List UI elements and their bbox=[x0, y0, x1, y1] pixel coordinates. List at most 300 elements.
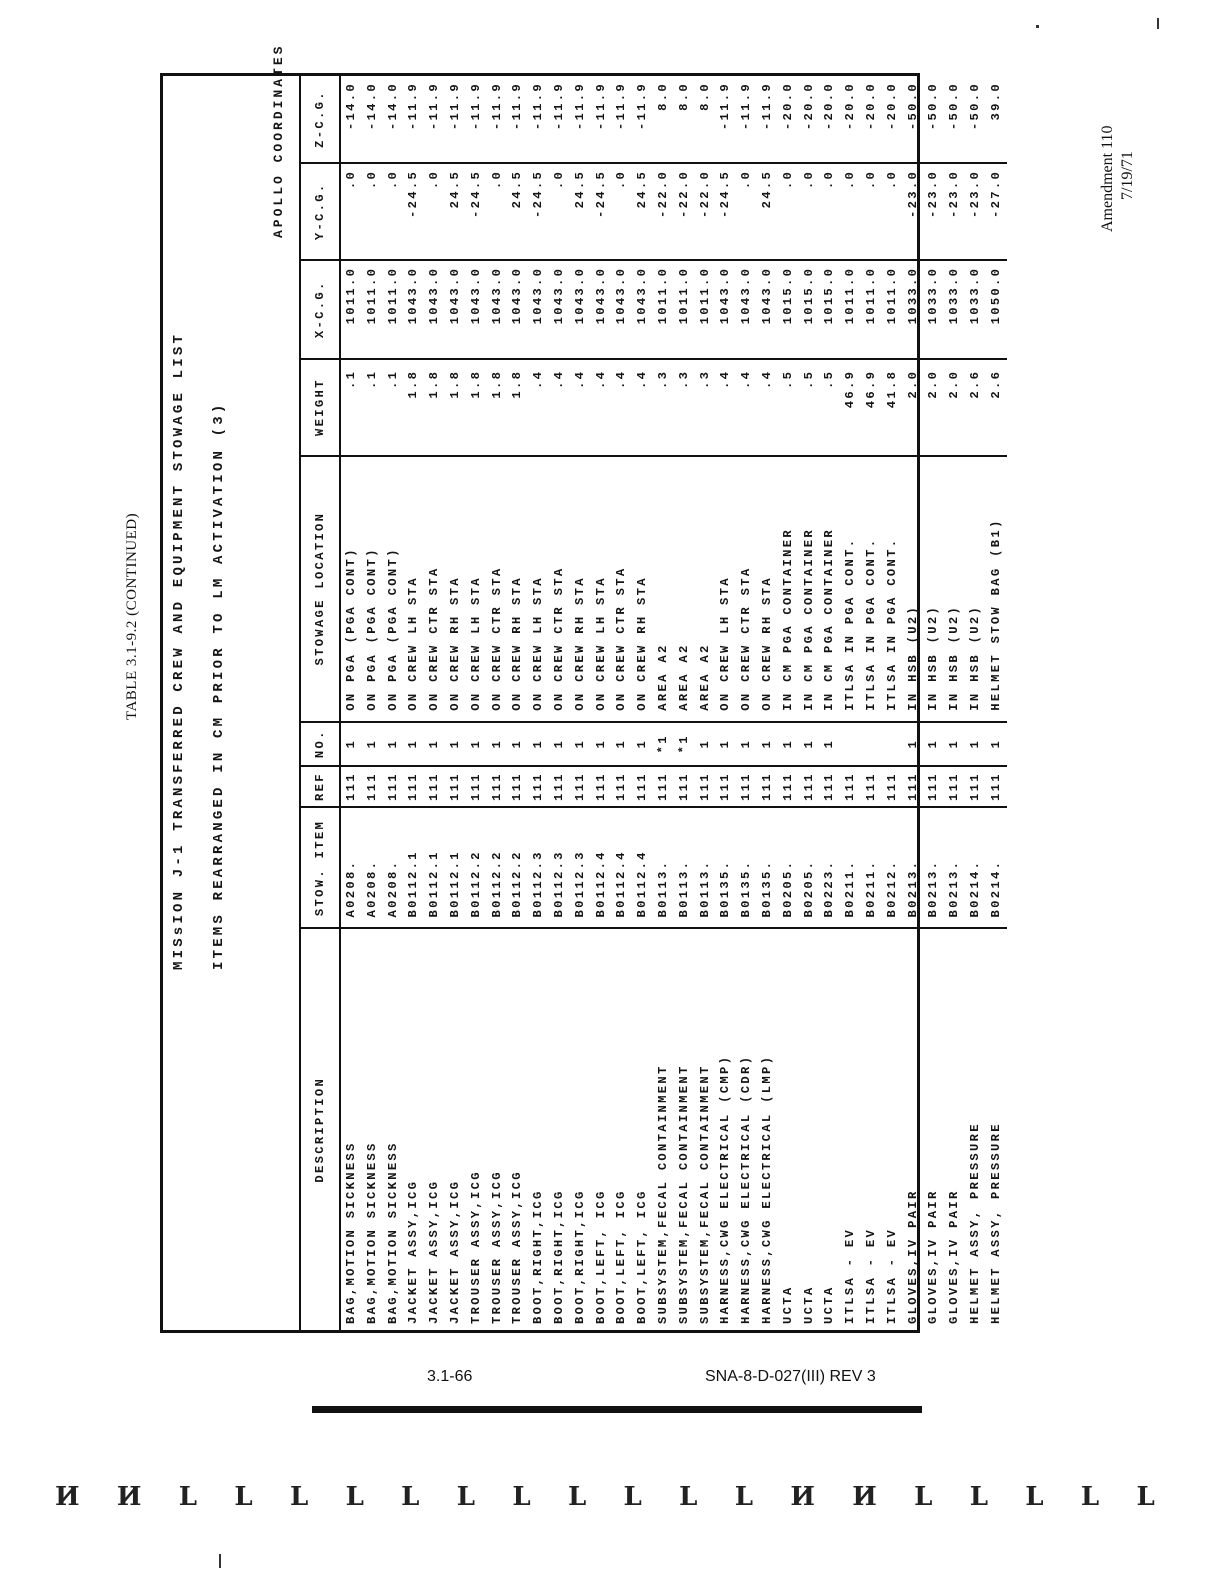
cell-no: 1 bbox=[466, 722, 487, 766]
cell-z-cg: -11.9 bbox=[611, 76, 632, 163]
cell-x-cg: 1011.0 bbox=[882, 260, 903, 359]
cell-weight: 1.8 bbox=[487, 359, 508, 456]
col-no: NO. bbox=[301, 722, 340, 766]
cell-stow-item: B0223. bbox=[819, 808, 840, 929]
cell-no: 1 bbox=[362, 722, 383, 766]
cell-y-cg: .0 bbox=[819, 163, 840, 260]
cell-stow-item: A0208. bbox=[383, 808, 404, 929]
cell-no: 1 bbox=[549, 722, 570, 766]
cell-stow-item: B0213. bbox=[944, 808, 965, 929]
edge-mark: L bbox=[1136, 1482, 1155, 1512]
cell-y-cg: -24.5 bbox=[715, 163, 736, 260]
cell-ref: 111 bbox=[507, 766, 528, 808]
cell-ref: 111 bbox=[466, 766, 487, 808]
cell-ref: 111 bbox=[674, 766, 695, 808]
cell-stowage-location: ITLSA IN PGA CONT. bbox=[861, 456, 882, 722]
cell-y-cg: .0 bbox=[340, 163, 362, 260]
edge-mark: L bbox=[234, 1482, 253, 1512]
cell-ref: 111 bbox=[819, 766, 840, 808]
cell-x-cg: 1043.0 bbox=[611, 260, 632, 359]
cell-description: BAG,MOTION SICKNESS bbox=[385, 1141, 400, 1324]
cell-z-cg: -11.9 bbox=[445, 76, 466, 163]
cell-y-cg: 24.5 bbox=[632, 163, 653, 260]
edge-mark: L bbox=[623, 1482, 642, 1512]
cell-description: JACKET ASSY,ICG bbox=[427, 1179, 442, 1324]
cell-z-cg: 8.0 bbox=[695, 76, 716, 163]
cell-ref: 111 bbox=[757, 766, 778, 808]
cell-z-cg: -20.0 bbox=[882, 76, 903, 163]
table-row bbox=[799, 76, 820, 1330]
cell-weight: .5 bbox=[799, 359, 820, 456]
cell-z-cg: -14.0 bbox=[362, 76, 383, 163]
cell-x-cg: 1043.0 bbox=[466, 260, 487, 359]
amendment-stamp bbox=[1098, 126, 1138, 233]
cell-stowage-location: ON CREW RH STA bbox=[757, 456, 778, 722]
edge-mark: L bbox=[345, 1482, 364, 1512]
table-title: MISsION J-1 TRANSFERRED CREW AND EQUIPMENT STOWAGE LIST bbox=[171, 331, 187, 970]
cell-stowage-location: IN CM PGA CONTAINER bbox=[778, 456, 799, 722]
cell-y-cg: .0 bbox=[882, 163, 903, 260]
cell-stowage-location: ITLSA IN PGA CONT. bbox=[840, 456, 861, 722]
table-row bbox=[528, 76, 549, 1330]
cell-no: 1 bbox=[778, 722, 799, 766]
cell-stowage-location: ON CREW CTR STA bbox=[736, 456, 757, 722]
cell-description: BOOT,RIGHT,ICG bbox=[531, 1189, 546, 1324]
cell-y-cg: -24.5 bbox=[591, 163, 612, 260]
cell-stow-item: B0112.3 bbox=[549, 808, 570, 929]
table-row bbox=[632, 76, 653, 1330]
cell-no: 1 bbox=[487, 722, 508, 766]
cell-description: ITLSA - EV bbox=[884, 1227, 899, 1324]
cell-z-cg: 8.0 bbox=[653, 76, 674, 163]
cell-z-cg: -20.0 bbox=[840, 76, 861, 163]
cell-y-cg: -24.5 bbox=[528, 163, 549, 260]
cell-y-cg: -23.0 bbox=[903, 163, 924, 260]
table-row bbox=[923, 76, 944, 1330]
cell-no: 1 bbox=[986, 722, 1007, 766]
cell-weight: .5 bbox=[778, 359, 799, 456]
cell-stow-item: B0112.1 bbox=[424, 808, 445, 929]
cell-stowage-location: ON CREW RH STA bbox=[570, 456, 591, 722]
cell-stow-item: B0112.2 bbox=[487, 808, 508, 929]
cell-x-cg: 1033.0 bbox=[923, 260, 944, 359]
table-row bbox=[757, 76, 778, 1330]
cell-stowage-location: IN HSB (U2) bbox=[923, 456, 944, 722]
table-caption: TABLE 3.1-9.2 (CONTINUED) bbox=[124, 512, 140, 720]
cell-ref: 111 bbox=[840, 766, 861, 808]
stowage-table bbox=[160, 43, 1003, 1333]
cell-description: BOOT,LEFT, ICG bbox=[614, 1189, 629, 1324]
table-body bbox=[340, 76, 1007, 1330]
cell-x-cg: 1043.0 bbox=[591, 260, 612, 359]
amendment-number: Amendment 110 bbox=[1099, 125, 1116, 232]
edge-mark: L bbox=[178, 1482, 198, 1512]
col-y-cg: Y-C.G. bbox=[301, 163, 340, 260]
table-row bbox=[340, 76, 362, 1330]
table-row bbox=[549, 76, 570, 1330]
cell-no: 1 bbox=[424, 722, 445, 766]
cell-z-cg: -50.0 bbox=[965, 76, 986, 163]
cell-weight: .1 bbox=[362, 359, 383, 456]
cell-stowage-location: IN HSB (U2) bbox=[944, 456, 965, 722]
cell-weight: 2.0 bbox=[944, 359, 965, 456]
cell-stow-item: B0112.2 bbox=[466, 808, 487, 929]
footer-rule bbox=[312, 1406, 922, 1413]
cell-x-cg: 1043.0 bbox=[445, 260, 466, 359]
cell-stow-item: B0205. bbox=[778, 808, 799, 929]
cell-description: BAG,MOTION SICKNESS bbox=[344, 1141, 358, 1324]
cell-weight: 1.8 bbox=[403, 359, 424, 456]
table-row bbox=[674, 76, 695, 1330]
table-row bbox=[445, 76, 466, 1330]
cell-stowage-location: IN HSB (U2) bbox=[903, 456, 924, 722]
cell-x-cg: 1043.0 bbox=[736, 260, 757, 359]
cell-z-cg: 8.0 bbox=[674, 76, 695, 163]
col-z-cg: Z-C.G. bbox=[301, 76, 340, 163]
document-id: SNA-8-D-027(III) REV 3 bbox=[705, 1368, 876, 1385]
cell-x-cg: 1033.0 bbox=[965, 260, 986, 359]
cell-description: JACKET ASSY,ICG bbox=[447, 1179, 462, 1324]
cell-weight: .3 bbox=[695, 359, 716, 456]
cell-x-cg: 1011.0 bbox=[383, 260, 404, 359]
cell-stowage-location: ON CREW LH STA bbox=[403, 456, 424, 722]
cell-ref: 111 bbox=[923, 766, 944, 808]
cell-weight: .4 bbox=[757, 359, 778, 456]
edge-mark: L bbox=[1080, 1482, 1100, 1512]
cell-x-cg: 1050.0 bbox=[986, 260, 1007, 359]
cell-y-cg: -22.0 bbox=[695, 163, 716, 260]
edge-mark: L bbox=[289, 1482, 309, 1512]
cell-z-cg: -14.0 bbox=[340, 76, 362, 163]
cell-y-cg: .0 bbox=[840, 163, 861, 260]
cell-stow-item: B0112.4 bbox=[611, 808, 632, 929]
table-row bbox=[840, 76, 861, 1330]
cell-x-cg: 1015.0 bbox=[799, 260, 820, 359]
cell-x-cg: 1033.0 bbox=[944, 260, 965, 359]
table-row bbox=[403, 76, 424, 1330]
cell-stow-item: B0214. bbox=[986, 808, 1007, 929]
cell-description: ITLSA - EV bbox=[843, 1227, 858, 1324]
cell-stow-item: B0135. bbox=[757, 808, 778, 929]
cell-y-cg: .0 bbox=[861, 163, 882, 260]
cell-y-cg: 24.5 bbox=[507, 163, 528, 260]
cell-z-cg: -11.9 bbox=[528, 76, 549, 163]
cell-ref: 111 bbox=[986, 766, 1007, 808]
table-row bbox=[715, 76, 736, 1330]
cell-stow-item: B0211. bbox=[861, 808, 882, 929]
cell-description: GLOVES,IV PAIR bbox=[947, 1189, 962, 1324]
table-row bbox=[362, 76, 383, 1330]
table-header-block bbox=[163, 43, 301, 1330]
cell-weight: 46.9 bbox=[861, 359, 882, 456]
cell-stow-item: B0211. bbox=[840, 808, 861, 929]
edge-marks bbox=[55, 1482, 1155, 1512]
cell-stowage-location: IN HSB (U2) bbox=[965, 456, 986, 722]
cell-description: JACKET ASSY,ICG bbox=[406, 1179, 421, 1324]
cell-z-cg: -14.0 bbox=[383, 76, 404, 163]
cell-stowage-location: ON PGA (PGA CONT) bbox=[340, 456, 362, 722]
cell-no: 1 bbox=[903, 722, 924, 766]
table-row bbox=[507, 76, 528, 1330]
cell-x-cg: 1043.0 bbox=[757, 260, 778, 359]
table-row bbox=[778, 76, 799, 1330]
cell-description: BAG,MOTION SICKNESS bbox=[364, 1141, 379, 1324]
cell-z-cg: -20.0 bbox=[819, 76, 840, 163]
cell-no: 1 bbox=[528, 722, 549, 766]
cell-z-cg: -11.9 bbox=[715, 76, 736, 163]
cell-ref: 111 bbox=[965, 766, 986, 808]
cell-y-cg: -22.0 bbox=[674, 163, 695, 260]
cell-y-cg: -23.0 bbox=[923, 163, 944, 260]
cell-weight: .5 bbox=[819, 359, 840, 456]
cell-description: UCTA bbox=[822, 1285, 837, 1324]
cell-no: 1 bbox=[591, 722, 612, 766]
cell-description: HELMET ASSY, PRESSURE bbox=[967, 1122, 982, 1324]
col-description: DESCRIPTION bbox=[301, 929, 340, 1331]
cell-ref: 111 bbox=[570, 766, 591, 808]
cell-description: SUBSYSTEM,FECAL CONTAINMENT bbox=[676, 1064, 691, 1324]
cell-x-cg: 1011.0 bbox=[653, 260, 674, 359]
cell-ref: 111 bbox=[903, 766, 924, 808]
cell-y-cg: 24.5 bbox=[445, 163, 466, 260]
page-number: 3.1-66 bbox=[427, 1368, 473, 1385]
cell-stowage-location: AREA A2 bbox=[653, 456, 674, 722]
cell-ref: 111 bbox=[362, 766, 383, 808]
cell-y-cg: 24.5 bbox=[757, 163, 778, 260]
cell-ref: 111 bbox=[778, 766, 799, 808]
cell-stow-item: B0112.1 bbox=[445, 808, 466, 929]
stowage-grid bbox=[301, 76, 1007, 1330]
cell-x-cg: 1043.0 bbox=[507, 260, 528, 359]
cell-no: 1 bbox=[403, 722, 424, 766]
cell-z-cg: -11.9 bbox=[632, 76, 653, 163]
cell-z-cg: -11.9 bbox=[549, 76, 570, 163]
cell-stow-item: A0208. bbox=[340, 808, 362, 929]
cell-stowage-location: ON CREW CTR STA bbox=[549, 456, 570, 722]
cell-stow-item: B0214. bbox=[965, 808, 986, 929]
cell-stowage-location: ON PGA (PGA CONT) bbox=[383, 456, 404, 722]
coordinates-group-header: APOLLO COORDINATES bbox=[271, 43, 286, 238]
cell-ref: 111 bbox=[653, 766, 674, 808]
cell-description: HELMET ASSY, PRESSURE bbox=[988, 1122, 1003, 1324]
cell-stow-item: B0135. bbox=[715, 808, 736, 929]
cell-description: ITLSA - EV bbox=[863, 1227, 878, 1324]
cell-no: 1 bbox=[799, 722, 820, 766]
cell-y-cg: .0 bbox=[549, 163, 570, 260]
cell-stow-item: B0113. bbox=[695, 808, 716, 929]
cell-weight: 1.8 bbox=[445, 359, 466, 456]
table-row bbox=[611, 76, 632, 1330]
edge-mark: L bbox=[567, 1482, 587, 1512]
cell-x-cg: 1043.0 bbox=[549, 260, 570, 359]
cell-no: 1 bbox=[570, 722, 591, 766]
cell-y-cg: .0 bbox=[611, 163, 632, 260]
cell-weight: .4 bbox=[736, 359, 757, 456]
edge-mark: L bbox=[969, 1482, 988, 1512]
edge-mark: И bbox=[790, 1482, 815, 1512]
cell-stowage-location: ON CREW LH STA bbox=[466, 456, 487, 722]
cell-z-cg: -11.9 bbox=[487, 76, 508, 163]
cell-ref: 111 bbox=[383, 766, 404, 808]
cell-no: *1 bbox=[653, 722, 674, 766]
table-row bbox=[424, 76, 445, 1330]
cell-x-cg: 1011.0 bbox=[340, 260, 362, 359]
table-row bbox=[819, 76, 840, 1330]
cell-description: SUBSYSTEM,FECAL CONTAINMENT bbox=[697, 1064, 712, 1324]
cell-weight: 1.8 bbox=[507, 359, 528, 456]
cell-stow-item: B0135. bbox=[736, 808, 757, 929]
cell-z-cg: -11.9 bbox=[507, 76, 528, 163]
cell-stow-item: B0112.2 bbox=[507, 808, 528, 929]
cell-weight: .4 bbox=[570, 359, 591, 456]
cell-description: HARNESS,CWG ELECTRICAL (LMP) bbox=[759, 1054, 774, 1324]
edge-mark: И bbox=[116, 1482, 142, 1512]
cell-weight: 2.6 bbox=[965, 359, 986, 456]
cell-y-cg: .0 bbox=[362, 163, 383, 260]
cell-ref: 111 bbox=[861, 766, 882, 808]
table-row bbox=[944, 76, 965, 1330]
cell-y-cg: .0 bbox=[778, 163, 799, 260]
edge-mark: И bbox=[852, 1482, 877, 1512]
cell-weight: 2.0 bbox=[903, 359, 924, 456]
cell-y-cg: -24.5 bbox=[403, 163, 424, 260]
cell-y-cg: .0 bbox=[736, 163, 757, 260]
cell-no: 1 bbox=[632, 722, 653, 766]
cell-stowage-location: ON CREW LH STA bbox=[591, 456, 612, 722]
cell-weight: .3 bbox=[653, 359, 674, 456]
col-weight: WEIGHT bbox=[301, 359, 340, 456]
cell-z-cg: -11.9 bbox=[466, 76, 487, 163]
cell-x-cg: 1043.0 bbox=[632, 260, 653, 359]
cell-no: 1 bbox=[340, 722, 362, 766]
cell-weight: .4 bbox=[549, 359, 570, 456]
cell-no: 1 bbox=[611, 722, 632, 766]
cell-z-cg: -11.9 bbox=[570, 76, 591, 163]
table-row bbox=[653, 76, 674, 1330]
cell-stowage-location: HELMET STOW BAG (B1) bbox=[986, 456, 1007, 722]
cell-ref: 111 bbox=[403, 766, 424, 808]
cell-no bbox=[840, 722, 861, 766]
table-row bbox=[986, 76, 1007, 1330]
cell-weight: .1 bbox=[340, 359, 362, 456]
cell-x-cg: 1011.0 bbox=[861, 260, 882, 359]
cell-x-cg: 1011.0 bbox=[840, 260, 861, 359]
cell-ref: 111 bbox=[549, 766, 570, 808]
cell-x-cg: 1015.0 bbox=[778, 260, 799, 359]
cell-weight: 2.0 bbox=[923, 359, 944, 456]
cell-stowage-location: ON CREW LH STA bbox=[528, 456, 549, 722]
cell-description: UCTA bbox=[801, 1285, 816, 1324]
cell-x-cg: 1043.0 bbox=[570, 260, 591, 359]
cell-no: *1 bbox=[674, 722, 695, 766]
table-row bbox=[383, 76, 404, 1330]
cell-weight: 1.8 bbox=[424, 359, 445, 456]
cell-no: 1 bbox=[383, 722, 404, 766]
cell-x-cg: 1043.0 bbox=[528, 260, 549, 359]
scan-speck bbox=[1157, 18, 1159, 29]
cell-y-cg: -24.5 bbox=[466, 163, 487, 260]
cell-description: TROUSER ASSY,ICG bbox=[510, 1170, 525, 1324]
cell-description: BOOT,LEFT, ICG bbox=[593, 1189, 608, 1324]
cell-weight: .4 bbox=[715, 359, 736, 456]
cell-no: 1 bbox=[695, 722, 716, 766]
cell-description: HARNESS,CWG ELECTRICAL (CMP) bbox=[718, 1054, 733, 1324]
cell-y-cg: .0 bbox=[424, 163, 445, 260]
cell-z-cg: -11.9 bbox=[403, 76, 424, 163]
cell-x-cg: 1043.0 bbox=[424, 260, 445, 359]
cell-x-cg: 1011.0 bbox=[695, 260, 716, 359]
cell-ref: 111 bbox=[611, 766, 632, 808]
cell-stow-item: B0205. bbox=[799, 808, 820, 929]
cell-z-cg: -50.0 bbox=[923, 76, 944, 163]
cell-no bbox=[882, 722, 903, 766]
cell-ref: 111 bbox=[882, 766, 903, 808]
amendment-date: 7/19/71 bbox=[1119, 151, 1136, 200]
cell-stowage-location: ON CREW CTR STA bbox=[487, 456, 508, 722]
table-row bbox=[570, 76, 591, 1330]
cell-no: 1 bbox=[965, 722, 986, 766]
cell-ref: 111 bbox=[695, 766, 716, 808]
cell-no: 1 bbox=[944, 722, 965, 766]
cell-weight: .4 bbox=[528, 359, 549, 456]
cell-description: BOOT,LEFT, ICG bbox=[635, 1189, 650, 1324]
cell-stow-item: B0112.4 bbox=[632, 808, 653, 929]
cell-stowage-location: IN CM PGA CONTAINER bbox=[819, 456, 840, 722]
cell-z-cg: -11.9 bbox=[591, 76, 612, 163]
cell-y-cg: -22.0 bbox=[653, 163, 674, 260]
cell-ref: 111 bbox=[445, 766, 466, 808]
cell-weight: .1 bbox=[383, 359, 404, 456]
cell-description: GLOVES,IV PAIR bbox=[905, 1189, 920, 1324]
cell-stowage-location: AREA A2 bbox=[674, 456, 695, 722]
cell-stowage-location: ITLSA IN PGA CONT. bbox=[882, 456, 903, 722]
table-row bbox=[695, 76, 716, 1330]
cell-z-cg: -11.9 bbox=[736, 76, 757, 163]
cell-stow-item: B0112.3 bbox=[528, 808, 549, 929]
table-row bbox=[736, 76, 757, 1330]
cell-weight: .3 bbox=[674, 359, 695, 456]
cell-description: TROUSER ASSY,ICG bbox=[489, 1170, 504, 1324]
cell-ref: 111 bbox=[424, 766, 445, 808]
cell-weight: .4 bbox=[632, 359, 653, 456]
cell-description: SUBSYSTEM,FECAL CONTAINMENT bbox=[655, 1064, 670, 1324]
cell-stowage-location: ON CREW RH STA bbox=[507, 456, 528, 722]
cell-no: 1 bbox=[923, 722, 944, 766]
scan-speck bbox=[1036, 25, 1039, 28]
cell-y-cg: -27.0 bbox=[986, 163, 1007, 260]
edge-mark: L bbox=[456, 1482, 476, 1512]
cell-stow-item: B0213. bbox=[903, 808, 924, 929]
col-stowage-location: STOWAGE LOCATION bbox=[301, 456, 340, 722]
cell-y-cg: .0 bbox=[383, 163, 404, 260]
cell-stow-item: B0112.1 bbox=[403, 808, 424, 929]
table-row bbox=[487, 76, 508, 1330]
cell-stowage-location: ON CREW CTR STA bbox=[611, 456, 632, 722]
cell-stow-item: B0213. bbox=[923, 808, 944, 929]
cell-stow-item: B0112.4 bbox=[591, 808, 612, 929]
edge-mark: L bbox=[512, 1482, 531, 1512]
cell-ref: 111 bbox=[340, 766, 362, 808]
cell-description: TROUSER ASSY,ICG bbox=[468, 1170, 483, 1324]
cell-z-cg: -20.0 bbox=[861, 76, 882, 163]
cell-no: 1 bbox=[757, 722, 778, 766]
cell-x-cg: 1043.0 bbox=[403, 260, 424, 359]
cell-weight: .4 bbox=[611, 359, 632, 456]
cell-z-cg: -50.0 bbox=[944, 76, 965, 163]
cell-stowage-location: ON PGA (PGA CONT) bbox=[362, 456, 383, 722]
table-row bbox=[903, 76, 924, 1330]
cell-stowage-location: IN CM PGA CONTAINER bbox=[799, 456, 820, 722]
